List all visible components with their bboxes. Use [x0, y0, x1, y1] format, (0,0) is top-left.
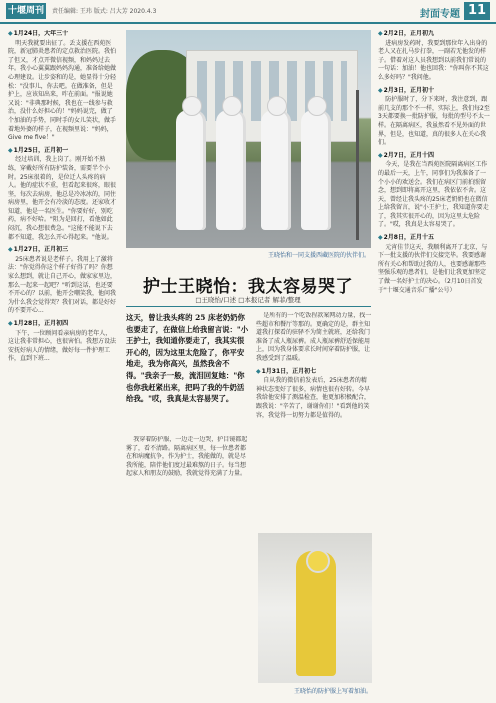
entry-body: 进病房发药时，我要到那位年入出身的老人又在扎马步打拳，一副若无他发的样子。借着对这人员我想到以前我们常说的一句话：加油！他也回我："你叫你不其这么多好吗？"我问他。 — [378, 39, 489, 81]
photo2-caption: 王晓怡的防护服上写着加油。 — [293, 688, 372, 695]
brand-masthead: 十堰周刊 — [6, 3, 46, 19]
entry-date: ◆ 1月25日，正月初一 — [8, 147, 116, 156]
nurse-figure — [216, 110, 246, 230]
protective-suit-photo — [258, 533, 372, 683]
pull-quote: 这天，曾让我头疼的 25 床老奶奶你也要走了，在做信上给我留言说："小王护士，我知道你要走了，我其实很开心的，因为这里太危险了，你平安地走，我为你高兴，虽然我舍不得。"我亲子一般，流泪回复她："你也你我赶紧出来，把吗了我的牛奶活给我。"哎，我真是太容易哭了。 — [126, 313, 249, 404]
section-title: 封面专题 — [420, 9, 460, 20]
article-headline: 护士王晓怡：我太容易哭了 — [143, 277, 353, 297]
paragraph: 是所有的一个吃饭捏款案网动力量，找一些超市和餐厅等那的。更确定的是，群主知道我打探看的驻驿不为简主就班，还给我门准备了成人瓶尿裤。成人瓶尿裤舒适保能用上，因为我身体要求长时间穿着防护服，让我感受到了温暖。 — [256, 312, 372, 362]
photo-caption: 王晓怡和一同支援西藏医院的伙伴们。 — [267, 252, 370, 259]
editor-credits: 责任编辑: 王玮 版式: 吕大芳 2020.4.3 — [52, 8, 157, 15]
right-column — [378, 30, 490, 698]
entry-date: ◆ 1月27日，正月初三 — [8, 246, 116, 255]
page-header — [0, 0, 496, 24]
middle-column — [256, 312, 372, 527]
diary-entry — [256, 368, 372, 421]
entry-date: ◆ 2月2日，正月初九 — [378, 30, 490, 39]
diary-entry — [378, 30, 490, 83]
page-number: 11 — [464, 2, 490, 20]
diary-entry — [8, 147, 116, 243]
entry-body: 明天我就要出征了。丢支援在西苑医院，新冠肺炎患者的定点救治医院。我怕了但又，才点开微信视频，和妈妈过去年。我小心翼翼跟妈妈沟通，准备给她做心理建设。让步姿和的是，她显得十分轻松："没事儿，你去吧。在做准备，但是护上，应该知出来，咋在前面。"报说她又说："非典那时候，我也在一线参与救治，没什么好担心的！"妈妈说完，做了个加油的手势，同时手的女儿笑状，做手着地外婆的样子，在视频里说："妈妈，Give me five！" — [8, 39, 116, 142]
entry-body: 今天，是我在当西苑医院隔离病区工作的最后一天，上午，同事们为我准备了一个小小的欢送会。我们在病区门前拍照留念，想到即将离开这里，我依依不舍。这天，曾经让我头疼的25床老奶奶也在微信上给我留言，说"小王护士，我知道你要走了，我其实很开心的，因为这里太危险了。"哎，我真是太容易哭了。 — [378, 161, 489, 229]
divider — [126, 306, 371, 307]
middle-left-column — [126, 436, 250, 696]
entry-date: ◆ 2月7日，正月十四 — [378, 152, 490, 161]
diary-entry — [8, 30, 116, 143]
entry-body: 25床患者说是老样子。我用上了激将法："你觉得你这个样子好得了吗？你想家么想到，就让自己开心，做家家里边，那么一起来一起吧？"听到这话，也还要不开心的？以前，他开会嘲笑我，他问我为什么我会觉得哭？我们对话，都是好好的不要开心... — [8, 255, 116, 315]
entry-body: 防护服时了，分下来时，我注意到，跟前几支的那个不一样，实际上，我们每2至3天都要换一批防护服，每批的型号不太一样。在隔离病区，我虽然看不见外面的世界，但是，也知道，真的很多人在关心我们。 — [378, 96, 490, 147]
entry-date: ◆ 1月28日，正月初四 — [8, 320, 116, 329]
diary-entry — [378, 152, 490, 230]
entry-body: 元宵佳节这天，我顺利离开了北京，与下一批支援的伙伴们交接完毕。我要感谢所有关心和帮助过我的人，也要感谢那些坚强乐观的患者们，是他们让我更加坚定了做一名好护士的决心。（2月10日首发于"十堰交通音乐广播"公号） — [378, 243, 488, 294]
left-column — [8, 30, 116, 698]
entry-date: ◆ 1月24日，大年三十 — [8, 30, 116, 39]
paragraph: 我穿着防护服，一边走一边哭，护目镜都起雾了，看不清路。隔离病区里，每一位患者都在和病魔抗争，作为护士，我能做的，就是尽我所能，陪伴他们度过最难熬的日子。每当想起家人和朋友的鼓励，我就觉得充满了力量。 — [126, 436, 248, 478]
diary-entry — [8, 246, 116, 316]
entry-date: ◆ 2月8日，正月十五 — [378, 234, 490, 243]
entry-body: 自从我的微信前发表后，25床患者的精神状态变好了很多，病情也很有好转。今早我给他安排了测温检查，他更加积极配合，跟我说："辛苦了，谢谢你们！"看到他的笑容，我觉得一切努力都是值得的。 — [256, 377, 371, 419]
nurse-figure — [176, 110, 206, 230]
nurse-figure — [301, 110, 331, 230]
article-byline: □王晓怡/口述 □本报记者 解菲/整理 — [195, 296, 301, 304]
team-photo — [126, 30, 371, 248]
entry-date: ◆ 2月3日，正月初十 — [378, 87, 490, 96]
diary-entry — [378, 87, 490, 148]
nurse-figure — [261, 110, 291, 230]
yellow-suit-figure — [296, 551, 336, 676]
entry-body: 经过培训，我上岗了。刚开始不熟练，穿戴好所有防护装备，需要半个小时。25床很着的，是位迁人头疼的病人。他的症状不重，但看起来很疼，眼很坚，每次去病房，他总是冷冰冰的，同住病房里，他开会有冷淡的态度。还家收才知道，他是一名医生。"你要好好，别吃药，病不好哈。"阻为是回打，看他如此闷沉，我心想很费急。"这能不能说下去都不知道，我怎么开心得起来。"他说。 — [8, 156, 116, 241]
diary-entry — [8, 320, 116, 364]
entry-body: 下午，一位顾问看亲病房的老年人，这让我非常担心，也很害怕。我想方设法安抚好病人的情绪，做好每一件护理工作，直到下班... — [8, 329, 116, 363]
diary-entry — [378, 234, 490, 295]
entry-date: ◆ 1月31日，正月初七 — [256, 368, 372, 377]
photo-pole — [356, 90, 359, 240]
